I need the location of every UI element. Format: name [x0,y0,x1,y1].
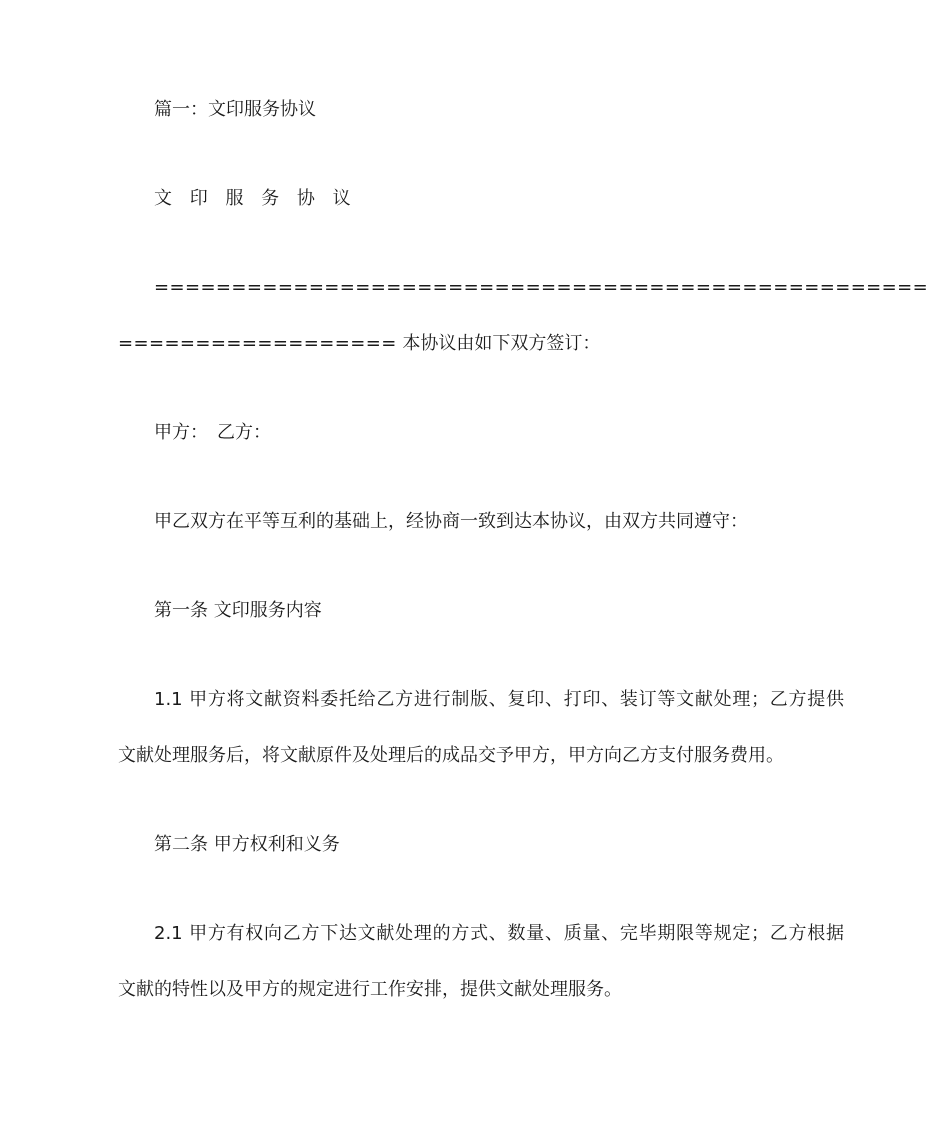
article-1-title: 第一条 文印服务内容 [154,600,322,621]
clause-2-1-line-1: 2.1 甲方有权向乙方下达文献处理的方式、数量、质量、完毕期限等规定；乙方根据 [154,923,844,944]
intro-line [118,332,838,356]
clause-1-1-line-1: 1.1 甲方将文献资料委托给乙方进行制版、复印、打印、装订等文献处理；乙方提供 [154,689,844,710]
parties-line: 甲方： 乙方： [154,422,271,443]
agreement-title: 文 印 服 务 协 议 [154,188,357,209]
preamble-text: 甲乙双方在平等互利的基础上，经协商一致到达本协议，由双方共同遵守： [154,511,748,532]
clause-1-1-line-2: 文献处理服务后，将文献原件及处理后的成品交予甲方，甲方向乙方支付服务费用。 [118,745,784,766]
separator-line: ================================================== [154,277,929,298]
article-2-title: 第二条 甲方权利和义务 [154,834,340,855]
separator-line-continued: ================== [118,333,397,354]
intro-text: 本协议由如下双方签订： [402,333,601,354]
document-heading: 篇一：文印服务协议 [154,99,316,120]
clause-2-1-line-2: 文献的特性以及甲方的规定进行工作安排，提供文献处理服务。 [118,979,622,1000]
